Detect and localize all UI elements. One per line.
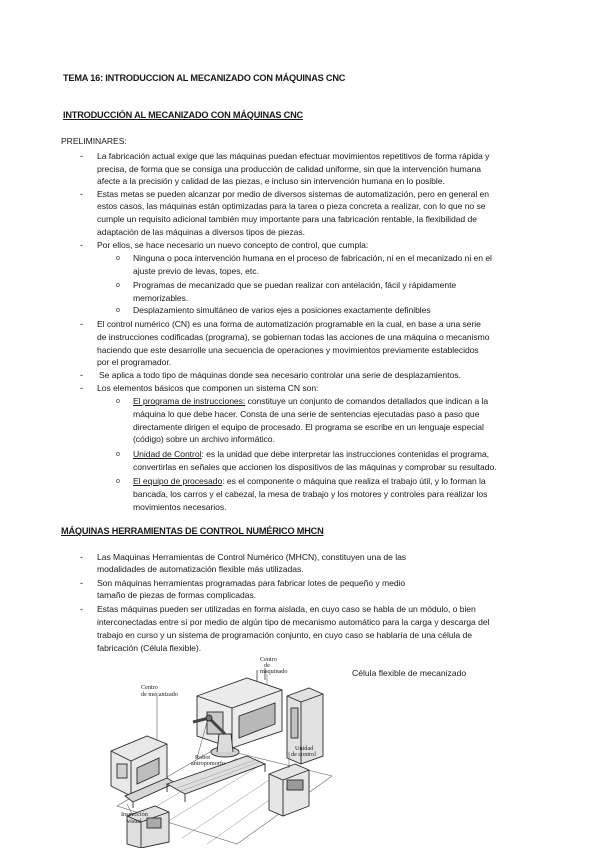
element-term: Unidad de Control <box>133 449 202 459</box>
paragraph-line: de instrucciones codificadas (programa), se gobiernan todas las acciones de una máquina o mecanismo <box>97 332 490 342</box>
label-centro-mecanizado: de mecanizado <box>141 691 178 698</box>
paragraph-line: por el programador. <box>97 357 172 367</box>
element-item-line: bancada, los carros y el cabezal, la mesa de trabajo y los motores y controles para realizar los <box>133 489 488 499</box>
element-item-line <box>133 476 486 487</box>
element-term: El programa de instrucciones: <box>133 396 246 406</box>
element-description: : es el componente o máquina que realiza el trabajo útil, y lo forman la <box>222 476 486 486</box>
label-robot: Robot <box>195 754 211 761</box>
section-heading-mhcn: MÁQUINAS HERRAMIENTAS DE CONTROL NUMÉRICO MHCN <box>61 526 324 536</box>
circle-bullet: o <box>116 282 120 289</box>
circle-bullet: o <box>116 478 120 485</box>
circle-bullet: o <box>116 451 120 458</box>
sub-item-line: Programas de mecanizado que se puedan realizar con antelación, fácil y rápidamente <box>133 280 457 290</box>
paragraph-line: estos casos, las máquinas están optimizadas para la tarea o pieza concreta a realizar, con lo que no se <box>97 201 486 211</box>
label-inspeccion: Inspección <box>121 811 148 818</box>
dash-bullet: - <box>80 240 83 250</box>
flexible-cell-illustration <box>97 656 337 848</box>
paragraph-line: cumple un requisito adicional también muy importante para una fabricación rentable, la flexibilidad de <box>97 214 477 224</box>
dash-bullet: - <box>80 151 83 161</box>
paragraph-line: Son máquinas herramientas programadas para fabricar lotes de pequeño y medio <box>97 578 406 588</box>
dash-bullet: - <box>80 370 83 380</box>
circle-bullet: o <box>116 307 120 314</box>
label-robot: antropomorfo <box>191 760 226 767</box>
paragraph-line: Por ellos, se hace necesario un nuevo concepto de control, que cumpla: <box>97 240 369 250</box>
element-item-line: directamente dirigen el equipo de procesado. El programa se escribe en un lenguaje especial <box>133 422 484 432</box>
sub-item-line: Desplazamiento simultáneo de varios ejes a posiciones exactamente definibles <box>133 305 431 315</box>
document-title: TEMA 16: INTRODUCCION AL MECANIZADO CON MÁQUINAS CNC <box>63 73 346 83</box>
element-item-line: convertirlas en señales que accionen los dispositivos de las máquinas y comprobar su resultado. <box>133 462 497 472</box>
dash-bullet: - <box>80 604 83 614</box>
paragraph-line: trabajo en curso y un sistema de programación conjunto, en cuyo caso se hablaría de una célula de <box>97 630 472 640</box>
circle-bullet: o <box>116 255 120 262</box>
paragraph-line: Estas máquinas pueden ser utilizadas en forma aislada, en cuyo caso se habla de un módulo, o bien <box>97 604 476 614</box>
sub-item-line: Ninguna o poca intervención humana en el proceso de fabricación, ni en el mecanizado ni en el <box>133 253 492 263</box>
circle-bullet: o <box>116 398 120 405</box>
label-centro-maquinado: maquinado <box>260 668 288 675</box>
label-unidad-control: Unidad <box>295 745 314 752</box>
sub-item-line: ajuste previo de levas, topes, etc. <box>133 266 259 276</box>
paragraph-line: modalidades de automatización flexible más utilizadas. <box>97 564 304 574</box>
label-unidad-control: de control <box>291 751 316 758</box>
paragraph-line: afecte a la precisión y calidad de las piezas, e incluso sin intervención humana en lo posible. <box>97 176 445 186</box>
element-item-line: movimientos necesarios. <box>133 502 227 512</box>
paragraph-line: Se aplica a todo tipo de máquinas donde sea necesario controlar una serie de desplazamientos. <box>99 370 461 380</box>
figure-caption: Célula flexible de mecanizado <box>352 668 467 678</box>
paragraph-line: haciendo que este desarrolle una secuencia de operaciones y movimientos previamente establecidos <box>97 345 479 355</box>
paragraph-line: interconectadas entre sí por medio de algún tipo de mecanismo automático para la carga y descarga del <box>97 617 490 627</box>
element-description: : es la unidad que debe interpretar las instrucciones contenidas el programa, <box>201 449 489 459</box>
paragraph-line: Los elementos básicos que componen un sistema CN son: <box>97 383 319 393</box>
paragraph-line: Estas metas se pueden alcanzar por medio de diversos sistemas de automatización, pero en general en <box>97 189 490 199</box>
element-item-line <box>133 449 489 460</box>
preliminares-label: PRELIMINARES: <box>61 136 127 146</box>
paragraph-line: fabricación (Célula flexible). <box>97 643 202 653</box>
dash-bullet: - <box>80 319 83 329</box>
element-item-line: (código) sobre un archivo informático. <box>133 434 275 444</box>
paragraph-line: Las Maquinas Herramientas de Control Numérico (MHCN), constituyen una de las <box>97 552 407 562</box>
paragraph-line: El control numérico (CN) es una forma de automatización programable en la cual, en base a una serie <box>97 319 481 329</box>
element-description: constituye un conjunto de comandos detallados que indican a la <box>245 396 489 406</box>
label-centro-maquinado: Centro <box>260 656 277 663</box>
paragraph-line: precisa, de forma que se consiga una producción de calidad uniforme, sin que la intervención humana <box>97 164 481 174</box>
label-inspeccion: visual <box>127 818 142 825</box>
sub-item-line: memorizables. <box>133 293 189 303</box>
section-heading-intro: INTRODUCCIÓN AL MECANIZADO CON MÁQUINAS CNC <box>63 110 303 120</box>
dash-bullet: - <box>80 552 83 562</box>
dash-bullet: - <box>80 578 83 588</box>
paragraph-line: adaptación de las máquinas a diversos tipos de piezas. <box>97 227 305 237</box>
label-centro-mecanizado: Centro <box>141 684 158 691</box>
element-item-line <box>133 396 488 407</box>
element-term: El equipo de procesado <box>133 476 223 486</box>
dash-bullet: - <box>80 383 83 393</box>
element-item-line: máquina lo que debe hacer. Consta de una serie de sentencias ejecutadas paso a paso que <box>133 409 480 419</box>
dash-bullet: - <box>80 189 83 199</box>
label-centro-maquinado: de <box>264 662 270 669</box>
paragraph-line: La fabricación actual exige que las máquinas puedan efectuar movimientos repetitivos de forma rápida y <box>97 151 490 161</box>
paragraph-line: tamaño de piezas de formas complicadas. <box>97 590 257 600</box>
